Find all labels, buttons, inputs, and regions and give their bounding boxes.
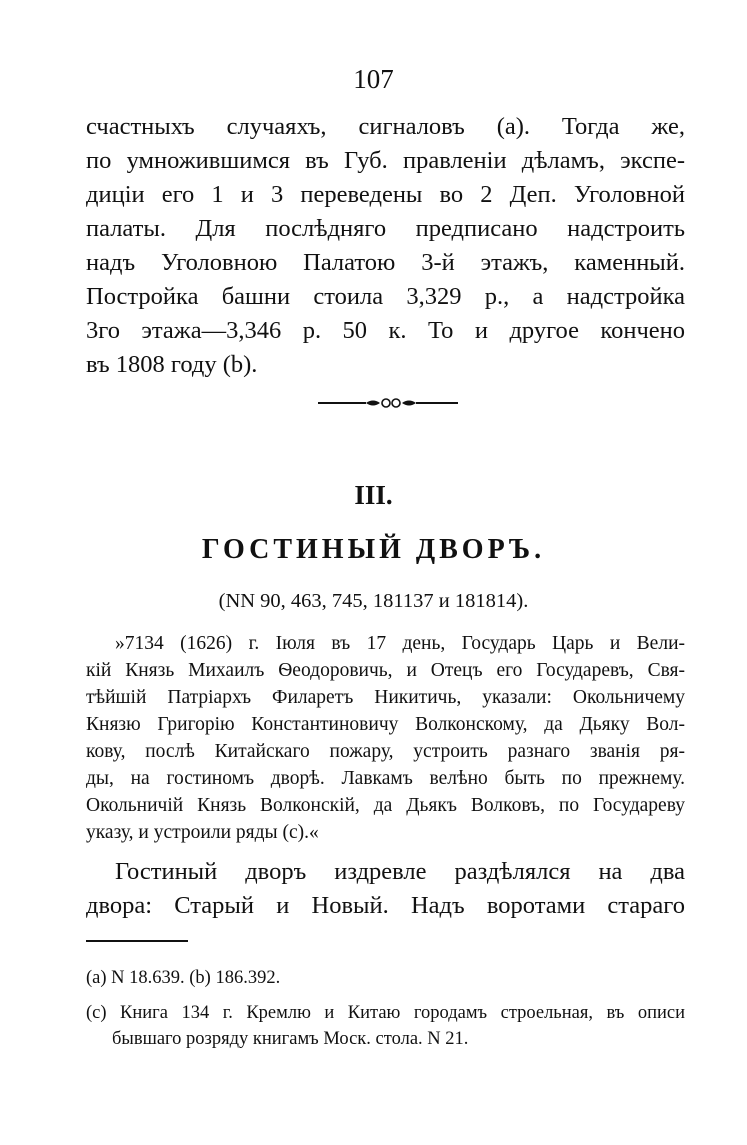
quote-line: »7134 (1626) г. Іюля въ 17 день, Государь Царь и Вели- [115, 633, 685, 654]
section-number: III. [354, 480, 393, 510]
quote-line: тѣйшій Патріархъ Филаретъ Никитичь, указали: Окольничему [86, 687, 685, 708]
footnote: бывшаго розряду книгамъ Моск. стола. N 21. [112, 1029, 469, 1049]
section-references: (NN 90, 463, 745, 181137 и 181814). [218, 590, 529, 612]
text-line: Постройка башни стоила 3,329 р., а надстройка [86, 283, 685, 310]
text-line: надъ Уголовною Палатою 3-й этажъ, каменный. [86, 249, 685, 276]
quote-line: кову, послѣ Китайскаго пожару, устроить разнаго званія ря- [86, 741, 685, 762]
page-number: 107 [353, 64, 394, 94]
ornament-divider-icon [318, 395, 458, 411]
section-title: ГОСТИНЫЙ ДВОРЪ. [201, 534, 546, 565]
footnote: (с) Книга 134 г. Кремлю и Китаю городамъ строельная, въ описи [86, 1003, 685, 1023]
text-line: палаты. Для послѣдняго предписано надстроить [86, 215, 685, 242]
quote-line: ды, на гостиномъ дворѣ. Лавкамъ велѣно быть по прежнему. [86, 768, 685, 789]
text-line: Гостиный дворъ издревле раздѣлялся на два [115, 858, 685, 885]
text-line: 3го этажа—3,346 р. 50 к. То и другое кончено [86, 317, 685, 344]
footnote-rule [86, 940, 188, 942]
text-line: двора: Старый и Новый. Надъ воротами стараго [86, 892, 685, 919]
text-line: счастныхъ случаяхъ, сигналовъ (а). Тогда же, [86, 113, 685, 140]
text-line: диціи его 1 и 3 переведены во 2 Деп. Уголовной [86, 181, 685, 208]
quote-line: Князю Григорію Константиновичу Волконскому, да Дьяку Вол- [86, 714, 685, 735]
quote-line: кій Князь Михаилъ Ѳеодоровичь, и Отецъ его Государевъ, Свя- [86, 660, 685, 681]
footnote: (а) N 18.639. (b) 186.392. [86, 968, 281, 988]
text-line: въ 1808 году (b). [86, 351, 258, 378]
quote-line: Окольничій Князь Волконскій, да Дьякъ Волковъ, по Государеву [86, 795, 685, 816]
text-line: по умножившимся въ Губ. правленіи дѣламъ, экспе- [86, 147, 685, 174]
quote-line: указу, и устроили ряды (с).« [86, 822, 319, 843]
